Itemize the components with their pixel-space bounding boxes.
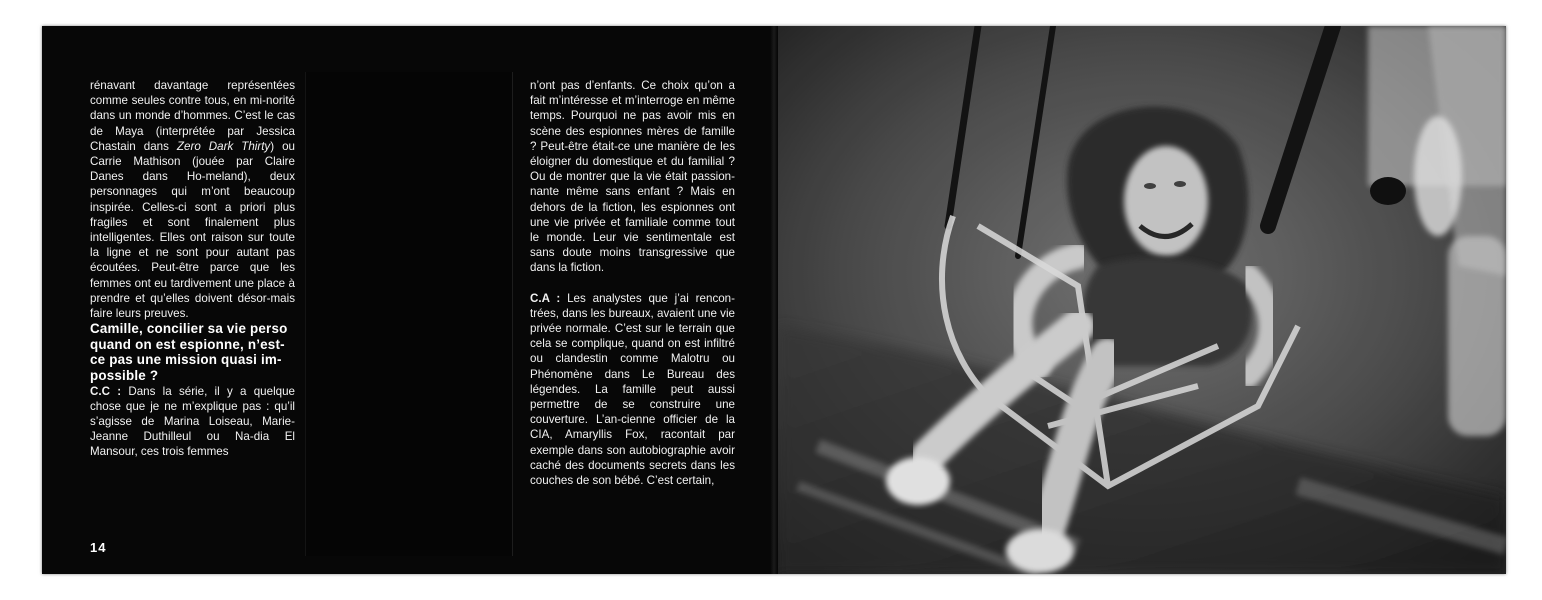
answer-text: Les analystes que j’ai rencon-trées, dans les bureaux, avaient une vie privée normale. C’est sur le terrain que cela se complique, quand on est infiltré ou clandestin comme Malotru ou Phénomène dans Le Bureau des légendes. La famille peut aussi permettre de se construire une couverture. L’an-cienne officier de la CIA, Amaryllis Fox, racontait par exemple dans son autobiographie avoir caché des documents secrets dans les couches de son bébé. C’est certain, <box>530 291 735 488</box>
magazine-spread <box>42 26 1506 574</box>
photo-page <box>778 26 1506 574</box>
text-column-left <box>90 78 295 460</box>
left-page <box>42 26 775 574</box>
body-paragraph <box>90 78 295 321</box>
body-text: rénavant davantage représentées comme seules contre tous, en mi-norité dans un monde d’hommes. C’est le cas de Maya (interprétée par Jessica Chastain dans <box>90 79 295 153</box>
speaker-label: C.A : <box>530 291 561 305</box>
page-number: 14 <box>90 540 107 555</box>
speaker-label: C.C : <box>90 384 122 398</box>
interview-question: Camille, concilier sa vie perso quand on est espionne, n’est-ce pas une mission quasi im-possible ? <box>90 321 288 384</box>
body-text: ) ou Carrie Mathison (jouée par Claire Danes dans Ho-meland), deux personnages qui m’ont beaucoup inspirée. Celles-ci sont a priori plus fragiles et sont finalement plus intelligentes. Elles ont raison sur toute la ligne et ne sont pour autant pas écoutées. Peut-être parce que les femmes ont eu tardivement une place à prendre et qu’elles doivent désor-mais faire leurs preuves. <box>90 139 295 321</box>
spine-fold <box>770 26 778 574</box>
dark-inset-panel <box>305 72 513 556</box>
paragraph-spacer <box>530 276 735 291</box>
answer-paragraph <box>90 384 295 460</box>
film-title: Zero Dark Thirty <box>176 139 271 153</box>
answer-text: Dans la série, il y a quelque chose que je ne m’explique pas : qu’il s’agisse de Marina Loiseau, Marie-Jeanne Duthilleul ou Na-dia El Mansour, ces trois femmes <box>90 384 295 459</box>
text-column-right <box>530 78 735 488</box>
body-paragraph: n’ont pas d’enfants. Ce choix qu’on a fait m’intéresse et m’interroge en même temps. Pourquoi ne pas avoir mis en scène des espionnes mères de famille ? Peut-être était-ce une manière de les éloigner du domestique et du familial ? Ou de montrer que la vie était passion-nante même sans enfant ? Mais en dehors de la fiction, les espionnes ont une vie privée et familiale comme tout le monde. Leur vie sentimentale est sans doute moins transgressive que dans la fiction. <box>530 79 735 275</box>
answer-paragraph <box>530 291 735 489</box>
child-on-swing-photo <box>778 26 1506 574</box>
